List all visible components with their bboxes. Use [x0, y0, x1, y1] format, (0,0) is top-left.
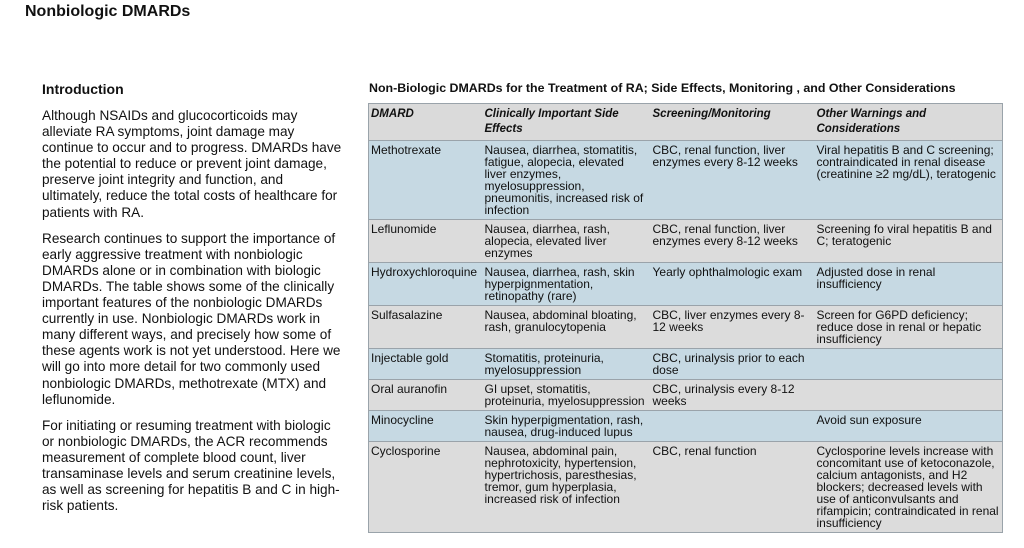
introduction-heading: Introduction	[42, 81, 124, 97]
intro-paragraph-2: Research continues to support the importance of early aggressive treatment with nonbiologic DMARDs alone or in combination with biologic DMARDs. The table shows some of the clinically important features of the nonbiologic DMARDs currently in use. Nonbiologic DMARDs work in many different ways, and precisely how some of these agents work is not yet understood. Here we will go into more detail for two commonly used nonbiologic DMARDs, methotrexate (MTX) and leflunomide.	[42, 230, 341, 407]
cell-side-effects: Nausea, diarrhea, rash, skin hyperpignmentation, retinopathy (rare)	[483, 263, 651, 306]
header-warnings: Other Warnings and Considerations	[815, 104, 1003, 141]
cell-side-effects: GI upset, stomatitis, proteinuria, myelosuppression	[483, 380, 651, 411]
cell-screening: CBC, renal function	[651, 442, 815, 533]
header-side-effects: Clinically Important Side Effects	[483, 104, 651, 141]
cell-dmard: Sulfasalazine	[369, 306, 483, 349]
cell-screening: CBC, liver enzymes every 8-12 weeks	[651, 306, 815, 349]
table-title: Non-Biologic DMARDs for the Treatment of RA; Side Effects, Monitoring , and Other Considerations	[369, 81, 956, 95]
dmard-table-section	[368, 80, 1002, 533]
cell-side-effects: Nausea, diarrhea, stomatitis, fatigue, alopecia, elevated liver enzymes, myelosuppression, pneumonitis, increased risk of infection	[483, 141, 651, 220]
cell-screening: CBC, urinalysis prior to each dose	[651, 349, 815, 380]
cell-side-effects: Nausea, abdominal pain, nephrotoxicity, hypertension, hypertrichosis, paresthesias, tremor, gum hyperplasia, increased risk of infection	[483, 442, 651, 533]
cell-side-effects: Nausea, diarrhea, rash, alopecia, elevated liver enzymes	[483, 220, 651, 263]
cell-side-effects: Nausea, abdominal bloating, rash, granulocytopenia	[483, 306, 651, 349]
table-row	[369, 263, 1003, 306]
table-row	[369, 380, 1003, 411]
intro-paragraph-3: For initiating or resuming treatment with biologic or nonbiologic DMARDs, the ACR recommends measurement of complete blood count, liver transaminase levels and serum creatinine levels, as well as screening for hepatitis B and C in high-risk patients.	[42, 417, 340, 514]
header-dmard: DMARD	[369, 104, 483, 141]
cell-side-effects: Skin hyperpigmentation, rash, nausea, drug-induced lupus	[483, 411, 651, 442]
table-row	[369, 220, 1003, 263]
cell-dmard: Minocycline	[369, 411, 483, 442]
cell-dmard: Methotrexate	[369, 141, 483, 220]
introduction-section	[42, 80, 342, 524]
cell-warnings	[815, 380, 1003, 411]
cell-dmard: Cyclosporine	[369, 442, 483, 533]
table-row	[369, 306, 1003, 349]
cell-dmard: Leflunomide	[369, 220, 483, 263]
cell-side-effects: Stomatitis, proteinuria, myelosuppression	[483, 349, 651, 380]
cell-warnings: Viral hepatitis B and C screening; contraindicated in renal disease (creatinine ≥2 mg/dL), teratogenic	[815, 141, 1003, 220]
cell-warnings: Avoid sun exposure	[815, 411, 1003, 442]
cell-screening: CBC, renal function, liver enzymes every 8-12 weeks	[651, 141, 815, 220]
header-screening: Screening/Monitoring	[651, 104, 815, 141]
cell-warnings	[815, 349, 1003, 380]
cell-dmard: Hydroxychloroquine	[369, 263, 483, 306]
cell-screening: CBC, urinalysis every 8-12 weeks	[651, 380, 815, 411]
table-header-row	[369, 104, 1003, 141]
cell-screening	[651, 411, 815, 442]
cell-warnings: Screen for G6PD deficiency; reduce dose in renal or hepatic insufficiency	[815, 306, 1003, 349]
table-row	[369, 442, 1003, 533]
dmard-table	[368, 103, 1003, 533]
intro-paragraph-1: Although NSAIDs and glucocorticoids may alleviate RA symptoms, joint damage may continue to occur and to progress. DMARDs have the potential to reduce or prevent joint damage, preserve joint integrity and function, and ultimately, reduce the total costs of healthcare for patients with RA.	[42, 108, 342, 220]
cell-dmard: Oral auranofin	[369, 380, 483, 411]
cell-warnings: Cyclosporine levels increase with concomitant use of ketoconazole, calcium antagonists, and H2 blockers; decreased levels with use of anticonvulsants and rifampicin; contraindicated in renal insufficiency	[815, 442, 1003, 533]
cell-warnings: Adjusted dose in renal insufficiency	[815, 263, 1003, 306]
cell-screening: CBC, renal function, liver enzymes every 8-12 weeks	[651, 220, 815, 263]
cell-warnings: Screening fo viral hepatitis B and C; teratogenic	[815, 220, 1003, 263]
cell-screening: Yearly ophthalmologic exam	[651, 263, 815, 306]
page-title: Nonbiologic DMARDs	[25, 3, 191, 20]
table-row	[369, 349, 1003, 380]
table-row	[369, 411, 1003, 442]
table-row	[369, 141, 1003, 220]
cell-dmard: Injectable gold	[369, 349, 483, 380]
